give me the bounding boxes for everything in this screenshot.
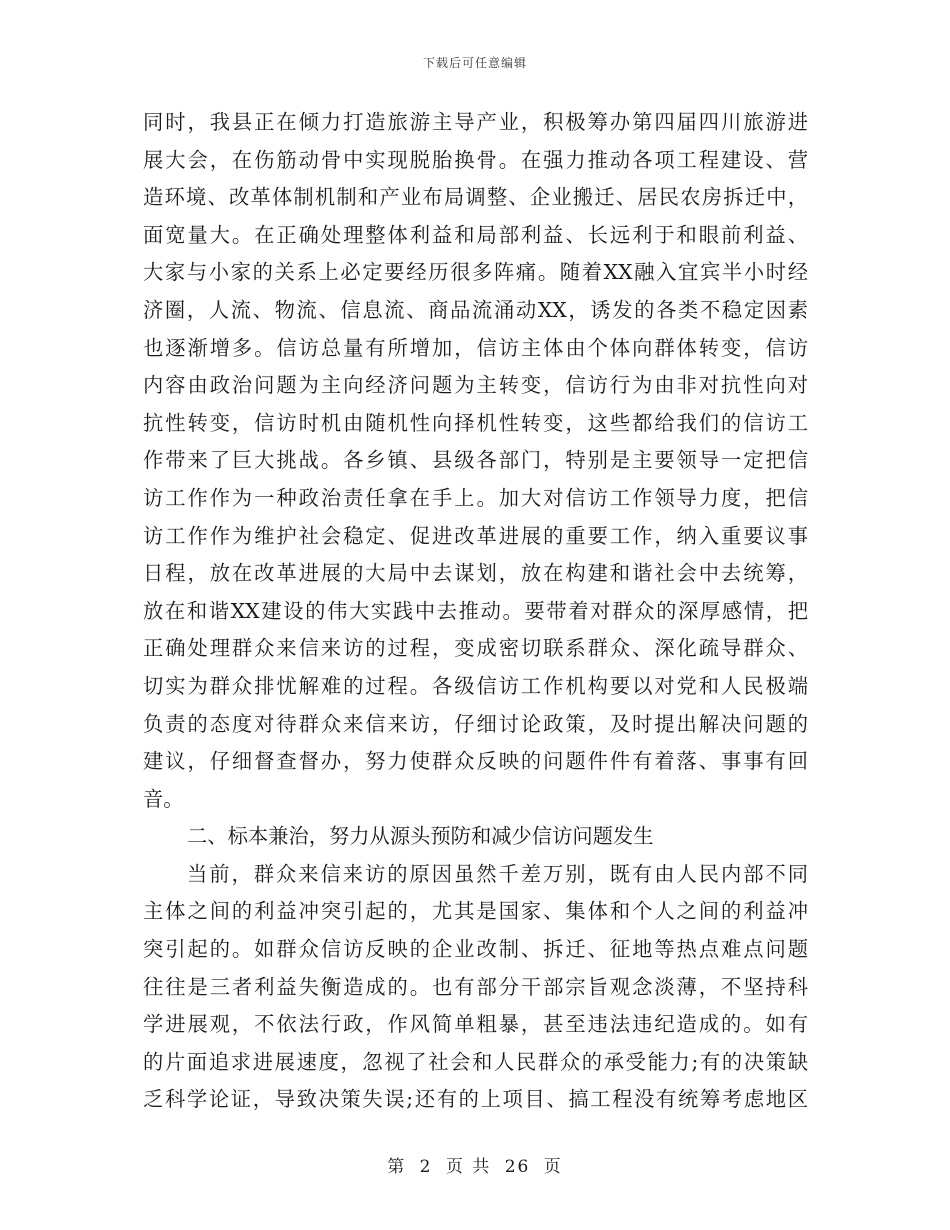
current-page-number: 2 <box>419 1157 433 1177</box>
paragraph-line: 面宽量大。在正确处理整体利益和局部利益、长远利于和眼前利益、 <box>143 222 808 247</box>
paragraph-line: 作带来了巨大挑战。各乡镇、县级各部门，特别是主要领导一定把信 <box>143 448 808 473</box>
paragraph-line: 当前，群众来信来访的原因虽然千差万别，既有由人民内部不同 <box>187 861 808 886</box>
paragraph-line: 抗性转变，信访时机由随机性向择机性转变，这些都给我们的信访工 <box>143 410 808 435</box>
total-page-count: 26 <box>504 1157 531 1177</box>
page-header: 下载后可任意编辑 <box>422 56 527 70</box>
paragraph-line: 切实为群众排忧解难的过程。各级信访工作机构要以对党和人民极端 <box>143 673 808 698</box>
paragraph-line: 往往是三者利益失衡造成的。也有部分干部宗旨观念淡薄，不坚持科 <box>143 974 808 999</box>
paragraph-line: 访工作作为一种政治责任拿在手上。加大对信访工作领导力度，把信 <box>143 485 808 510</box>
footer-middle: 页 共 <box>445 1157 492 1177</box>
paragraph-line: 的片面追求进展速度，忽视了社会和人民群众的承受能力;有的决策缺 <box>143 1049 808 1074</box>
paragraph-line: 建议，仔细督查督办，努力使群众反映的问题件件有着落、事事有回 <box>143 749 808 774</box>
footer-prefix: 第 <box>387 1157 407 1177</box>
paragraph-line: 也逐渐增多。信访总量有所增加，信访主体由个体向群体转变，信访 <box>143 335 808 360</box>
paragraph-line: 学进展观，不依法行政，作风简单粗暴，甚至违法违纪造成的。如有 <box>143 1012 808 1037</box>
paragraph-line: 音。 <box>143 786 184 811</box>
paragraph-line: 同时，我县正在倾力打造旅游主导产业，积极筹办第四届四川旅游进 <box>143 110 808 134</box>
document-body <box>143 104 808 1119</box>
page-footer <box>0 1152 950 1177</box>
paragraph-line: 内容由政治问题为主向经济问题为主转变，信访行为由非对抗性向对 <box>143 373 808 398</box>
paragraph-line: 突引起的。如群众信访反映的企业改制、拆迁、征地等热点难点问题 <box>143 937 808 962</box>
paragraph-line: 负责的态度对待群众来信来访，仔细讨论政策，及时提出解决问题的 <box>143 711 808 736</box>
paragraph-line: 大家与小家的关系上必定要经历很多阵痛。随着XX融入宜宾半小时经 <box>143 260 808 285</box>
paragraph-line: 主体之间的利益冲突引起的，尤其是国家、集体和个人之间的利益冲 <box>143 899 808 924</box>
paragraph-line: 乏科学论证，导致决策失误;还有的上项目、搞工程没有统筹考虑地区 <box>143 1087 808 1112</box>
paragraph-line: 展大会，在伤筋动骨中实现脱胎换骨。在强力推动各项工程建设、营 <box>143 147 808 172</box>
paragraph-line: 放在和谐XX建设的伟大实践中去推动。要带着对群众的深厚感情，把 <box>143 598 808 623</box>
footer-suffix: 页 <box>543 1157 563 1177</box>
paragraph-line: 济圈，人流、物流、信息流、商品流涌动XX，诱发的各类不稳定因素 <box>143 297 808 322</box>
paragraph-line: 访工作作为维护社会稳定、促进改革进展的重要工作，纳入重要议事 <box>143 523 808 548</box>
section-heading: 二、标本兼治，努力从源头预防和减少信访问题发生 <box>187 824 654 849</box>
paragraph-line: 造环境、改革体制机制和产业布局调整、企业搬迁、居民农房拆迁中， <box>143 185 808 210</box>
paragraph-line: 正确处理群众来信来访的过程，变成密切联系群众、深化疏导群众、 <box>143 636 808 661</box>
paragraph-line: 日程，放在改革进展的大局中去谋划，放在构建和谐社会中去统筹， <box>143 561 808 586</box>
